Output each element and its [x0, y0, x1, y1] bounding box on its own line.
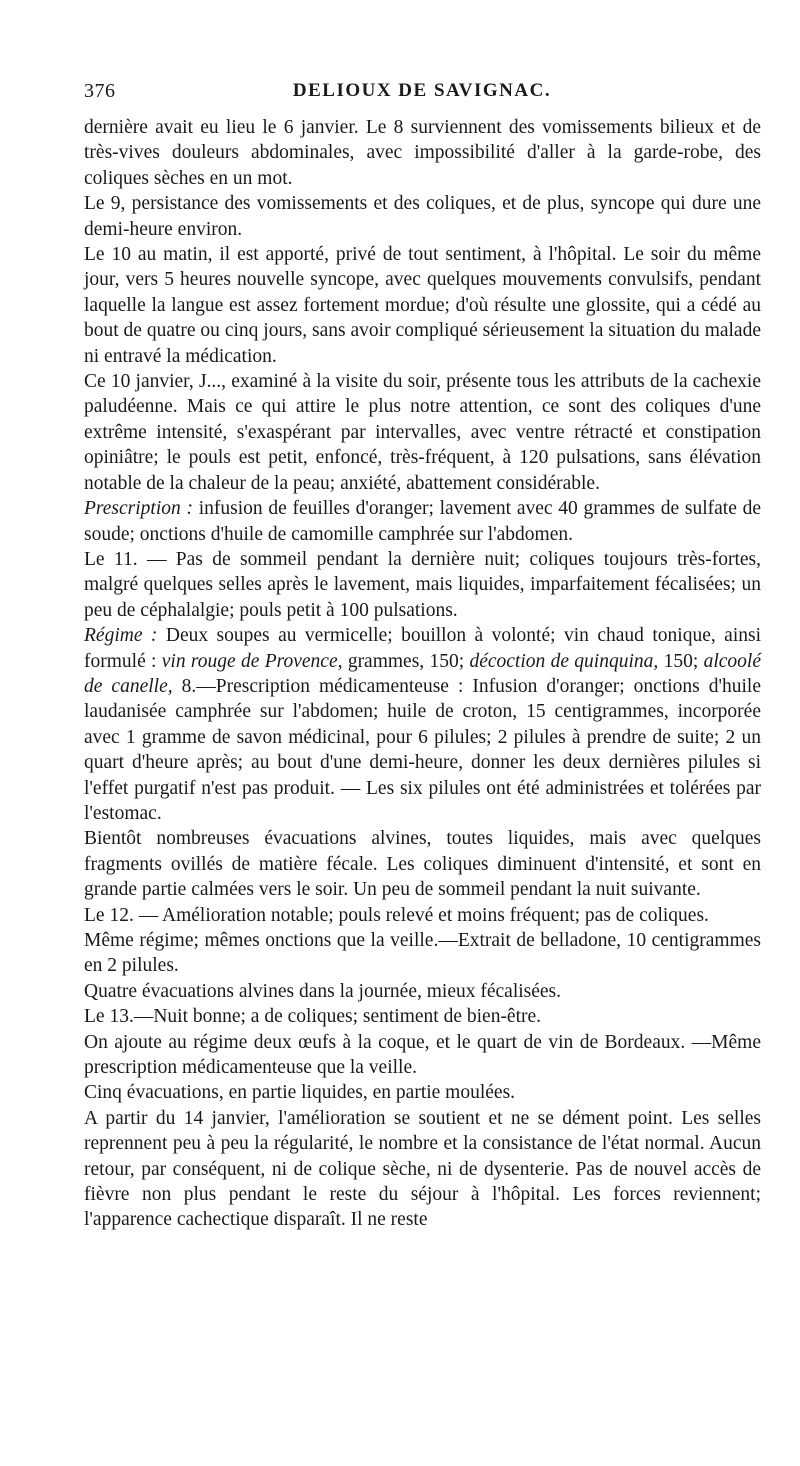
regime-italic-1: vin rouge de Provence, [161, 650, 343, 672]
regime-italic-2: décoction de quinquina, [469, 650, 659, 672]
paragraph-le-13: Le 13.—Nuit bonne; a de coliques; sentiment de bien-être. [84, 1006, 542, 1028]
paragraph-on-ajoute: On ajoute au régime deux œufs à la coque, et le quart de vin de Bordeaux. —Même prescription médicamenteuse que la veille. [84, 1031, 761, 1079]
body-text [84, 115, 761, 1233]
paragraph-prescription [84, 496, 761, 547]
paragraph-le-9: Le 9, persistance des vomissements et des coliques, et de plus, syncope qui dure une demi-heure environ. [84, 193, 761, 240]
paragraph-le-11: Le 11. — Pas de sommeil pendant la dernière nuit; coliques toujours très-fortes, malgré quelques selles après le lavement, mais liquides, imparfaitement fécalisées; un peu de céphalalgie; pouls petit à 100 pulsations. [84, 548, 761, 621]
paragraph-continuation: dernière avait eu lieu le 6 janvier. Le 8 surviennent des vomissements bilieux et de très-vives douleurs abdominales, avec impossibilité d'aller à la garde-robe, des coliques sèches en un mot. [84, 117, 761, 189]
running-title: DELIOUX DE SAVIGNAC. [292, 80, 552, 101]
paragraph-ce-10-janvier: Ce 10 janvier, J..., examiné à la visite du soir, présente tous les attributs de la cachexie paludéenne. Mais ce qui attire le plus notre attention, ce sont des coliques d'une extrême intensité, s'exaspérant par intervalles, avec ventre rétracté et constipation opiniâtre; le pouls est petit, enfoncé, très-fréquent, à 120 pulsations, sans élévation notable de la chaleur de la peau; anxiété, abattement considérable. [84, 371, 761, 494]
paragraph-le-12: Le 12. — Amélioration notable; pouls relevé et moins fréquent; pas de coliques. [84, 904, 709, 926]
regime-text-4: 8.—Prescription médicamenteuse : Infusion d'oranger; onctions d'huile laudanisée camphrée sur l'abdomen; huile de croton, 15 centigrammes, incorporée avec 1 gramme de savon médicinal, pour 6 pilules; 2 pilules à prendre de suite; 2 un quart d'heure après; au bout d'une demi-heure, donner les deux dernières pilules si l'effet purgatif n'est pas produit. — Les six pilules ont été administrées et tolérées par l'estomac. [84, 675, 761, 824]
prescription-heading: Prescription : [84, 498, 193, 520]
regime-text-2: grammes, 150; [342, 650, 470, 672]
paragraph-regime [84, 623, 761, 826]
paragraph-meme-regime: Même régime; mêmes onctions que la veille.—Extrait de belladone, 10 centigrammes en 2 pilules. [84, 930, 761, 977]
running-head [84, 80, 760, 108]
prescription-text: infusion de feuilles d'oranger; lavement avec 40 grammes de sulfate de soude; onctions d'huile de camomille camphrée sur l'abdomen. [84, 498, 761, 545]
paragraph-quatre-evacuations: Quatre évacuations alvines dans la journée, mieux fécalisées. [84, 980, 562, 1002]
paragraph-cinq-evacuations: Cinq évacuations, en partie liquides, en partie moulées. [84, 1082, 516, 1104]
paragraph-evacuations: Bientôt nombreuses évacuations alvines, toutes liquides, mais avec quelques fragments ovillés de matière fécale. Les coliques diminuent d'intensité, et sont en grande partie calmées vers le soir. Un peu de sommeil pendant la nuit suivante. [84, 828, 761, 901]
paragraph-le-10: Le 10 au matin, il est apporté, privé de tout sentiment, à l'hôpital. Le soir du même jour, vers 5 heures nouvelle syncope, avec quelques mouvements convulsifs, pendant laquelle la langue est assez fortement mordue; d'où résulte une glossite, qui a cédé au bout de quatre ou cinq jours, sans avoir compliqué sérieusement la situation du malade ni entravé la médication. [84, 244, 761, 367]
regime-italic-3: alcoolé de canelle, [84, 650, 761, 697]
page-number: 376 [84, 80, 116, 102]
paragraph-a-partir: A partir du 14 janvier, l'amélioration se soutient et ne se dément point. Les selles reprennent peu à peu la régularité, le nombre et la consistance de l'état normal. Aucun retour, par conséquent, ni de colique sèche, ni de dysenterie. Pas de nouvel accès de fièvre non plus pendant le reste du séjour à l'hôpital. Les forces reviennent; l'apparence cachectique disparaît. Il ne reste [84, 1107, 761, 1231]
regime-text-1: Deux soupes au vermicelle; bouillon à volonté; vin chaud tonique, ainsi formulé : [84, 625, 762, 672]
regime-heading: Régime : [84, 625, 158, 647]
regime-text-3: 150; [658, 650, 704, 672]
